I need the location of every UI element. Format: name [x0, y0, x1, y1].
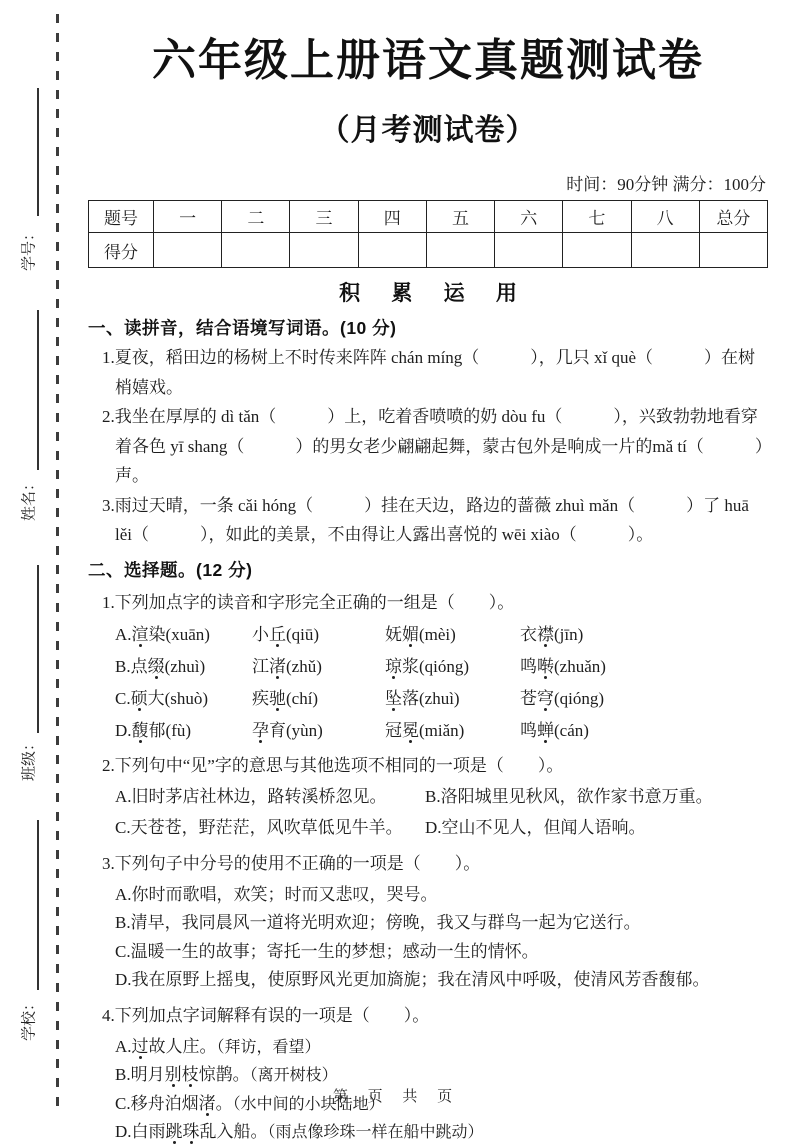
option-row	[88, 814, 768, 843]
side-rule-line	[37, 88, 39, 216]
option-note: （拜访，看望）	[216, 1036, 321, 1056]
option: D.我在原野上摇曳，使原野风光更加旖旎；我在清风中呼吸，使清风芳香馥郁。	[115, 970, 710, 989]
question-1	[88, 589, 768, 745]
section-banner: 积 累 运 用	[339, 281, 530, 305]
score-empty-cell	[563, 233, 631, 268]
option-row	[88, 783, 768, 812]
question-stem: 1.下列加点字的读音和字形完全正确的一组是（ ）。	[102, 592, 515, 612]
option: B.清早，我同晨风一道将光明欢迎；傍晚，我又与群鸟一起为它送行。	[115, 913, 641, 932]
score-table-header-cell: 五	[426, 201, 494, 233]
section-title: 一、读拼音，结合语境写词语。(10 分)	[88, 318, 397, 338]
option-row	[88, 652, 768, 681]
option-note: （离开树枝）	[249, 1065, 338, 1084]
score-table-header-cell: 题号	[89, 201, 154, 233]
score-empty-cell	[631, 233, 699, 268]
score-table	[88, 200, 768, 268]
option: A.你时而歌唱，欢笑；时而又悲叹，哭号。	[115, 884, 438, 904]
pinyin-item: 1.夏夜，稻田边的杨树上不时传来阵阵 chán míng（ ），几只 xǐ què（ ）在树梢嬉戏。	[102, 348, 756, 397]
option: C.硕大(shuò)	[115, 688, 209, 708]
score-table-header-row	[89, 201, 768, 233]
option: 鸣啭(zhuǎn)	[520, 656, 606, 676]
question-3	[88, 850, 768, 995]
name-label: 姓名：	[21, 476, 38, 522]
page-subtitle: （月考测试卷）	[319, 114, 537, 147]
option: B.点缀(zhuì)	[115, 656, 206, 676]
option-note: （水中间的小块陆地）	[232, 1093, 385, 1113]
score-empty-cell	[699, 233, 767, 268]
score-table-header-cell: 总分	[699, 201, 767, 233]
section-choice	[88, 557, 768, 1147]
option	[88, 1033, 768, 1062]
option	[88, 1118, 768, 1147]
score-empty-cell	[154, 233, 222, 268]
option: D.馥郁(fù)	[115, 720, 192, 740]
time-score-meta: 时间：90分钟 满分：100分	[566, 175, 766, 194]
side-rule-line	[37, 565, 39, 733]
pinyin-item: 3.雨过天晴，一条 cǎi hóng（ ）挂在天边，路边的蔷薇 zhuì mǎn（ ）了 huā lěi（ ），如此的美景，不由得让人露出喜悦的 wēi xiào（ ）。	[102, 495, 749, 544]
score-empty-cell	[495, 233, 563, 268]
exam-paper	[88, 16, 768, 1147]
score-empty-cell	[358, 233, 426, 268]
side-rule-line	[37, 820, 39, 990]
option-text: A.过故人庄。	[115, 1036, 217, 1056]
option: 鸣蝉(cán)	[520, 720, 589, 740]
score-table-header-cell: 二	[222, 201, 290, 233]
score-table-header-cell: 七	[563, 201, 631, 233]
score-empty-cell	[222, 233, 290, 268]
score-table-header-cell: 四	[358, 201, 426, 233]
fold-dashed-line	[56, 14, 59, 1110]
question-stem: 4.下列加点字词解释有误的一项是（ ）。	[102, 1005, 430, 1025]
option: A.渲染(xuān)	[115, 624, 210, 644]
score-empty-cell	[426, 233, 494, 268]
option: C.温暖一生的故事；寄托一生的梦想；感动一生的情怀。	[115, 941, 539, 961]
page-title: 六年级上册语文真题测试卷	[152, 36, 704, 85]
option-row	[88, 716, 768, 745]
option: 江渚(zhǔ)	[252, 656, 322, 676]
class-label: 班级：	[21, 736, 38, 782]
option: 苍穹(qióng)	[520, 688, 605, 708]
side-rule-line	[37, 310, 39, 470]
score-empty-cell	[290, 233, 358, 268]
option-text: D.白雨跳珠乱入船。	[115, 1122, 268, 1141]
section-title: 二、选择题。(12 分)	[88, 559, 253, 580]
option: A.旧时茅店社林边，路转溪桥忽见。	[115, 786, 387, 806]
option-note: （雨点像珍珠一样在船中跳动）	[267, 1122, 484, 1141]
option: 疾驰(chí)	[252, 688, 319, 708]
score-table-score-row	[89, 233, 768, 268]
option-text: C.移舟泊烟渚。	[115, 1093, 233, 1113]
option-list	[88, 881, 768, 995]
option-row	[88, 684, 768, 713]
question-stem: 2.下列句中“见”字的意思与其他选项不相同的一项是（ ）。	[102, 755, 564, 775]
score-table-header-cell: 一	[154, 201, 222, 233]
score-table-header-cell: 三	[290, 201, 358, 233]
option-row	[88, 620, 768, 649]
pinyin-item: 2.我坐在厚厚的 dì tǎn（ ）上，吃着香喷喷的奶 dòu fu（ ），兴致勃勃地看穿着各色 yī shang（ ）的男女老少翩翩起舞，蒙古包外是响成一片的mǎ tí（ ）声。	[102, 407, 764, 485]
option: 衣襟(jīn)	[520, 624, 584, 644]
option: 妩媚(mèi)	[385, 624, 456, 644]
score-label-cell: 得分	[89, 233, 154, 268]
option: D.空山不见人，但闻人语响。	[425, 818, 646, 837]
option: 琼浆(qióng)	[385, 656, 470, 676]
score-table-header-cell: 六	[495, 201, 563, 233]
question-4	[88, 1002, 768, 1147]
question-2	[88, 752, 768, 843]
page-footer: 第 页 共 页	[332, 1089, 461, 1105]
school-label: 学校：	[21, 996, 38, 1042]
option-text: B.明月别枝惊鹊。	[115, 1065, 250, 1084]
option: 坠落(zhuì)	[385, 688, 460, 708]
option: 冠冕(miǎn)	[385, 720, 465, 740]
section-pinyin	[88, 315, 768, 550]
option: 孕育(yùn)	[252, 720, 323, 740]
option: C.天苍苍，野茫茫，风吹草低见牛羊。	[115, 818, 403, 837]
student-id-label: 学号：	[21, 226, 38, 272]
question-stem: 3.下列句子中分号的使用不正确的一项是（ ）。	[102, 853, 481, 873]
score-table-header-cell: 八	[631, 201, 699, 233]
option: 小丘(qiū)	[252, 624, 320, 644]
option: B.洛阳城里见秋风，欲作家书意万重。	[425, 786, 713, 806]
